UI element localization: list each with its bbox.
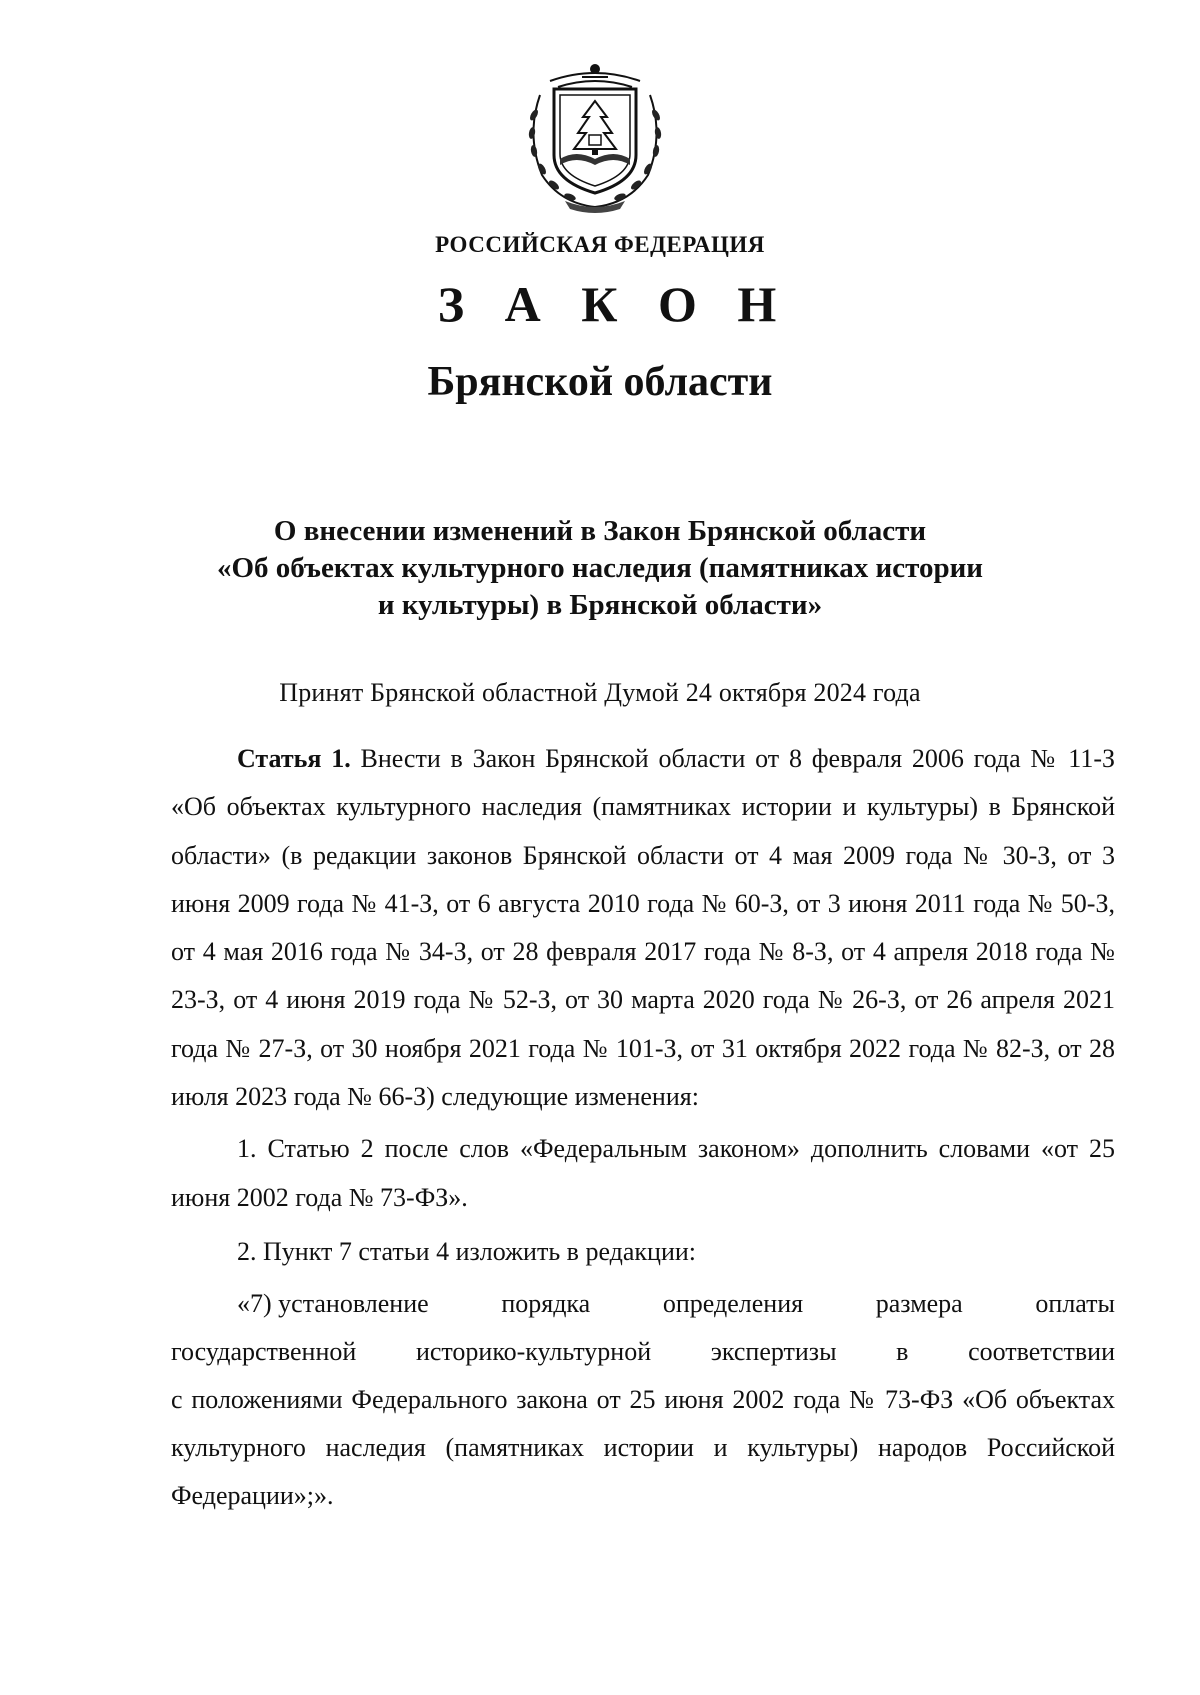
law-title-line: «Об объектах культурного наследия (памятниках истории: [216, 552, 984, 584]
quote-word: историко-культурной: [415, 1337, 652, 1367]
quote-line-1: [171, 1280, 1115, 1328]
quote-line-2: [171, 1328, 1115, 1376]
quote-word: в: [896, 1337, 909, 1367]
adoption-note: Принят Брянской областной Думой 24 октября 2024 года: [279, 678, 921, 707]
region-heading: Брянской области: [427, 359, 773, 405]
quoted-amendment: [171, 1280, 1115, 1520]
article-1-text: Внести в Закон Брянской области от 8 февраля 2006 года № 11-З «Об объектах культурного наследия (памятниках истории и культуры) в Брянской области» (в редакции законов Брянской области от 4 мая 2009 года № 30-З, от 3 июня 2009 года № 41-З, от 6 августа 2010 года № 60-З, от 3 июня 2011 года № 50-З, от 4 мая 2016 года № 34-З, от 28 февраля 2017 года № 8-З, от 4 апреля 2018 года № 23-З, от 4 июня 2019 года № 52-З, от 30 марта 2020 года № 26-З, от 26 апреля 2021 года № 27-З, от 30 ноября 2021 года № 101-З, от 31 октября 2022 года № 82-З, от 28 июля 2023 года № 66-З) следующие изменения:: [171, 744, 1115, 1112]
quote-rest: с положениями Федерального закона от 25 июня 2002 года № 73-ФЗ «Об объектах культурного наследия (памятниках истории и культуры) народов Российской Федерации»;».: [171, 1385, 1115, 1511]
bryansk-coat-of-arms-emblem: [520, 55, 670, 213]
quote-word: государственной: [171, 1337, 357, 1367]
law-title-line: О внесении изменений в Закон Брянской области: [273, 515, 927, 547]
law-title-line: и культуры) в Брянской области»: [377, 589, 823, 621]
quote-word: порядка: [501, 1289, 591, 1319]
item-1-paragraph: 1. Статью 2 после слов «Федеральным законом» дополнить словами «от 25 июня 2002 года № 73-ФЗ».: [171, 1134, 1115, 1212]
quote-word: экспертизы: [710, 1337, 837, 1367]
country-heading: РОССИЙСКАЯ ФЕДЕРАЦИЯ: [435, 232, 765, 257]
quote-word: определения: [662, 1289, 804, 1319]
law-title: [0, 513, 1200, 624]
quote-word: «7) установление: [237, 1289, 429, 1319]
item-2-paragraph: 2. Пункт 7 статьи 4 изложить в редакции:: [237, 1236, 697, 1266]
quote-word: размера: [875, 1289, 963, 1319]
article-1-label: Статья 1.: [237, 744, 351, 773]
quote-word: соответствии: [968, 1337, 1115, 1367]
article-1-paragraph: [171, 735, 1115, 1121]
quote-word: оплаты: [1035, 1289, 1115, 1319]
document-type-heading: З А К О Н: [437, 276, 791, 332]
law-body: [171, 735, 1115, 1520]
